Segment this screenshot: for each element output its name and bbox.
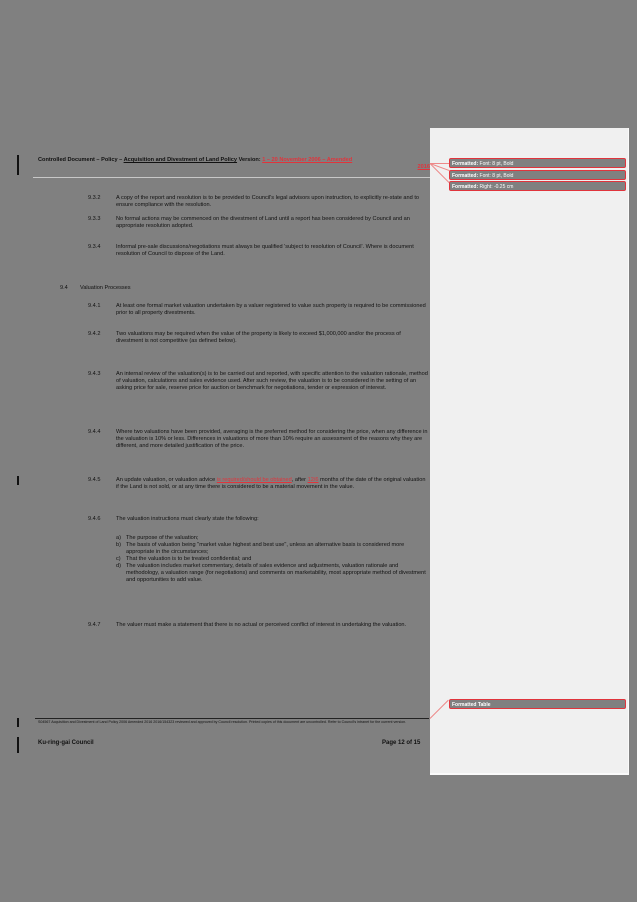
footer-note: S04567 Acquisition and Divestment of Land Policy 2006 Amended 2016 2016/154323 reviewed and approved by Council resolution. Printed copies of this document are uncontrolled. Refer to Council's intranet for the current version. [38, 720, 407, 724]
comment-balloon-formatted-right[interactable] [449, 181, 626, 191]
balloon-label: Formatted Table [452, 702, 491, 708]
comment-balloon-formatted-font-1[interactable] [449, 158, 626, 168]
section-number: 9.4 [60, 285, 68, 291]
clause-number: 9.4.6 [88, 516, 101, 522]
footer-organisation: Ku-ring-gai Council [38, 740, 94, 746]
list-item [116, 542, 428, 556]
tracked-insertion: 12/6 [307, 477, 319, 483]
header-prefix: Controlled Document – Policy – [38, 157, 124, 163]
clause-text: At least one formal market valuation undertaken by a valuer registered to value such property is required to be commissioned prior to all property divestments. [116, 303, 426, 316]
balloon-label: Formatted: [452, 161, 479, 167]
clause-number: 9.4.2 [88, 331, 101, 337]
balloon-detail: Right: -0.25 cm [479, 184, 514, 190]
section-title: Valuation Processes [80, 285, 131, 291]
valuation-instructions-list [116, 535, 428, 584]
header-rule [33, 177, 430, 178]
clause-text: An internal review of the valuation(s) is to be carried out and reported, with specific attention to the valuation rationale, method of valuation, calculations and sales evidence used. After such review, the valuation is to be considered in the setting of an asking price for sale, reserve price for auction or benchmark for negotiations, tender or expression of interest. [116, 371, 428, 391]
list-label: c) [116, 556, 121, 562]
clause-number: 9.4.4 [88, 429, 101, 435]
list-label: b) [116, 542, 121, 548]
balloon-detail: Font: 8 pt, Bold [479, 161, 514, 167]
change-bar [17, 476, 19, 485]
clause-text-part: months of the date of the original valuation if the Land is not sold, or at any time there is considered to be a material movement in the value. [116, 477, 426, 490]
balloon-label: Formatted: [452, 184, 479, 190]
clause-number: 9.4.3 [88, 371, 101, 377]
clause-text-part: An update valuation, or valuation advice [116, 477, 217, 483]
list-label: a) [116, 535, 121, 541]
change-bar [17, 155, 19, 175]
list-text: That the valuation is to be treated confidential; and [126, 556, 252, 562]
markup-pane [430, 128, 629, 775]
clause-text: Where two valuations have been provided, averaging is the preferred method for considering the price, when any difference in the valuation is 10% or less. Differences in valuations of more than 10% require an assessment of the reasons why they are different, and more detailed justification of the price. [116, 429, 428, 449]
clause-number: 9.3.4 [88, 244, 101, 250]
list-text: The basis of valuation being "market value highest and best use", unless an alternative basis is considered more appropriate in the circumstances; [126, 542, 405, 555]
clause-number: 9.3.2 [88, 195, 101, 201]
clause-text [116, 477, 428, 491]
list-text: The purpose of the valuation; [126, 535, 199, 541]
tracked-insertion: is required/should be obtained [216, 477, 292, 483]
header-title: Acquisition and Divestment of Land Policy [123, 157, 238, 163]
comment-balloon-formatted-font-2[interactable] [449, 170, 626, 180]
change-bar [17, 737, 19, 753]
header-version-inserted-line2: 2016 [417, 164, 430, 170]
clause-text: No formal actions may be commenced on the divestment of Land until a report has been considered by Council and an appropriate resolution adopted. [116, 216, 410, 229]
list-item [116, 535, 428, 542]
page-number: Page 12 of 15 [382, 740, 421, 746]
clause-text: Informal pre-sale discussions/negotiations must always be qualified 'subject to resolution of Council'. Where is document resolution of Council to dispose of the Land. [116, 244, 414, 257]
header-version-label: Version: [237, 157, 263, 163]
change-bar [17, 718, 19, 727]
comment-balloon-formatted-table[interactable] [449, 699, 626, 709]
clause-text: The valuer must make a statement that there is no actual or perceived conflict of interest in undertaking the valuation. [116, 622, 407, 628]
clause-number: 9.4.1 [88, 303, 101, 309]
list-item [116, 556, 428, 563]
header-version-inserted: 1 – 20 November 2006 – Amended [262, 157, 353, 163]
clause-number: 9.3.3 [88, 216, 101, 222]
balloon-detail: Font: 8 pt, Bold [479, 173, 514, 179]
clause-number: 9.4.5 [88, 477, 101, 483]
list-item [116, 563, 428, 584]
clause-text: A copy of the report and resolution is to be provided to Council's legal advisors upon instruction, to explicitly re-state and to ensure compliance with the resolution. [116, 195, 419, 208]
balloon-label: Formatted: [452, 173, 479, 179]
footer-rule [35, 718, 429, 719]
list-label: d) [116, 563, 121, 569]
running-header [38, 157, 430, 171]
clause-number: 9.4.7 [88, 622, 101, 628]
list-text: The valuation includes market commentary, details of sales evidence and adjustments, valuation rationale and methodology, a valuation range (for negotiations) and comments on marketability, most appropriate method of divestment and opportunities to add value. [126, 563, 426, 583]
clause-text: The valuation instructions must clearly state the following: [116, 516, 259, 522]
clause-text-part: , after [291, 477, 308, 483]
clause-text: Two valuations may be required when the value of the property is likely to exceed $1,000,000 and/or the process of divestment is not competitive (as defined below). [116, 331, 401, 344]
